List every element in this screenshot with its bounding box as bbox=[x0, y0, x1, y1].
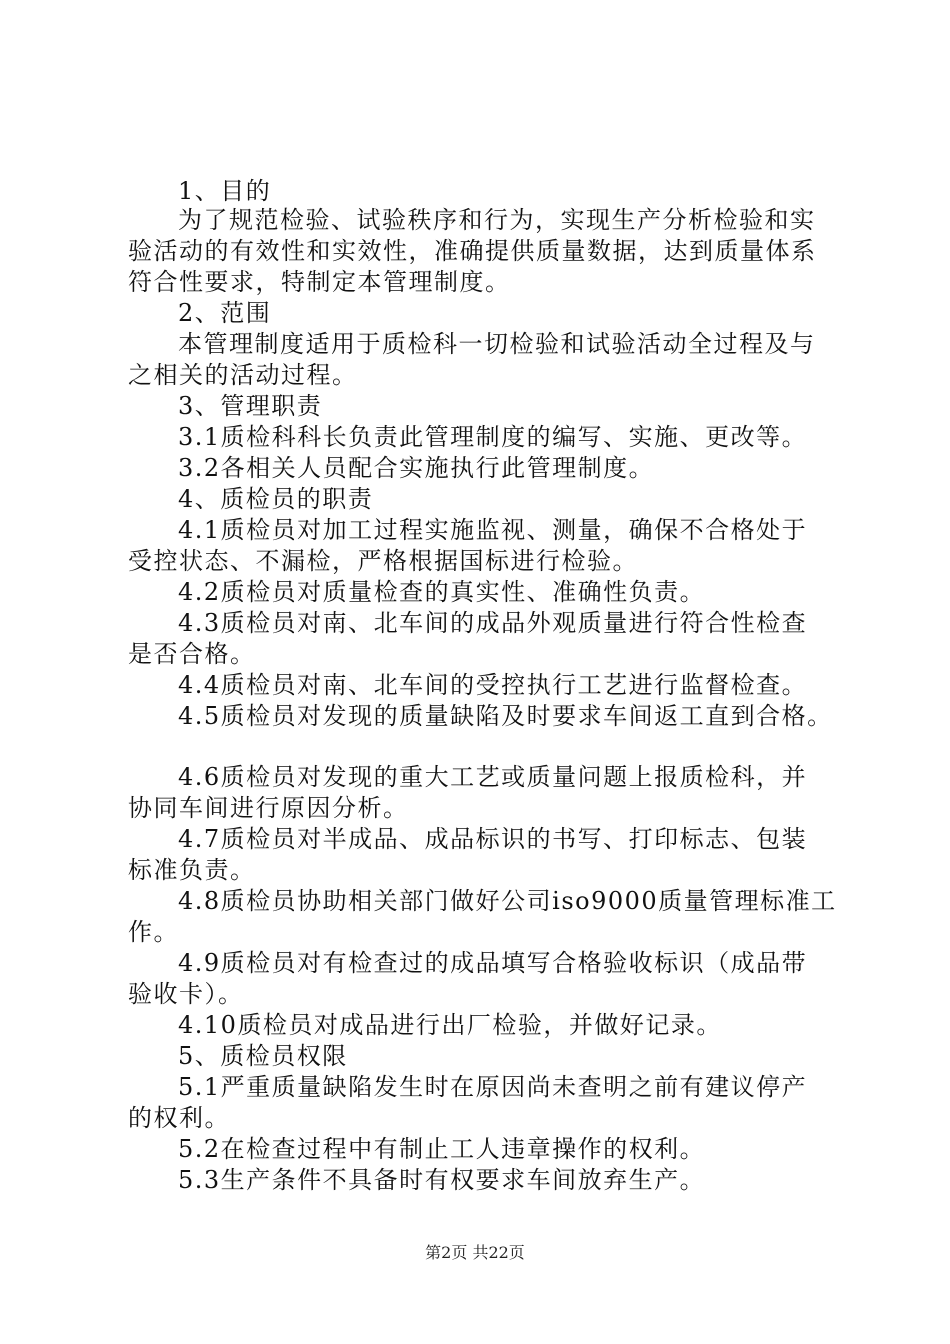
paragraph-line: 是否合格。 bbox=[128, 640, 256, 668]
paragraph-line: 4.8质检员协助相关部门做好公司iso9000质量管理标准工 bbox=[178, 887, 837, 915]
heading-responsibilities: 3、管理职责 bbox=[178, 392, 323, 420]
paragraph-line: 4.7质检员对半成品、成品标识的书写、打印标志、包装 bbox=[178, 825, 808, 853]
paragraph-line: 5.3生产条件不具备时有权要求车间放弃生产。 bbox=[178, 1166, 706, 1194]
paragraph-line: 的权利。 bbox=[128, 1104, 230, 1132]
paragraph-line: 4.3质检员对南、北车间的成品外观质量进行符合性检查 bbox=[178, 609, 808, 637]
paragraph-line: 4.10质检员对成品进行出厂检验，并做好记录。 bbox=[178, 1011, 722, 1039]
paragraph-line: 4.2质检员对质量检查的真实性、准确性负责。 bbox=[178, 578, 706, 606]
paragraph-line: 3.1质检科科长负责此管理制度的编写、实施、更改等。 bbox=[178, 423, 808, 451]
paragraph-line: 3.2各相关人员配合实施执行此管理制度。 bbox=[178, 454, 655, 482]
paragraph-line: 验收卡）。 bbox=[128, 980, 244, 1008]
paragraph-line: 4.1质检员对加工过程实施监视、测量，确保不合格处于 bbox=[178, 516, 808, 544]
page-footer: 第2页 共22页 bbox=[425, 1243, 525, 1262]
paragraph-line: 符合性要求，特制定本管理制度。 bbox=[128, 268, 511, 296]
heading-scope: 2、范围 bbox=[178, 299, 272, 327]
paragraph-line: 5.1严重质量缺陷发生时在原因尚未查明之前有建议停产 bbox=[178, 1073, 808, 1101]
paragraph-line: 4.5质检员对发现的质量缺陷及时要求车间返工直到合格。 bbox=[178, 702, 833, 730]
heading-inspector-authority: 5、质检员权限 bbox=[178, 1042, 348, 1070]
paragraph-line: 4.6质检员对发现的重大工艺或质量问题上报质检科，并 bbox=[178, 763, 808, 791]
paragraph-line: 验活动的有效性和实效性，准确提供质量数据，达到质量体系 bbox=[128, 237, 817, 265]
paragraph-line: 4.4质检员对南、北车间的受控执行工艺进行监督检查。 bbox=[178, 671, 808, 699]
paragraph-line: 4.9质检员对有检查过的成品填写合格验收标识（成品带 bbox=[178, 949, 808, 977]
paragraph-line: 5.2在检查过程中有制止工人违章操作的权利。 bbox=[178, 1135, 706, 1163]
paragraph-line: 受控状态、不漏检，严格根据国标进行检验。 bbox=[128, 547, 638, 575]
paragraph-line: 本管理制度适用于质检科一切检验和试验活动全过程及与 bbox=[178, 330, 816, 358]
paragraph-line: 标准负责。 bbox=[128, 856, 256, 884]
heading-purpose: 1、目的 bbox=[178, 177, 272, 205]
paragraph-line: 作。 bbox=[128, 918, 179, 946]
paragraph-line: 之相关的活动过程。 bbox=[128, 361, 358, 389]
paragraph-line: 为了规范检验、试验秩序和行为，实现生产分析检验和实 bbox=[178, 206, 816, 234]
paragraph-line: 协同车间进行原因分析。 bbox=[128, 794, 409, 822]
heading-inspector-duties: 4、质检员的职责 bbox=[178, 485, 374, 513]
